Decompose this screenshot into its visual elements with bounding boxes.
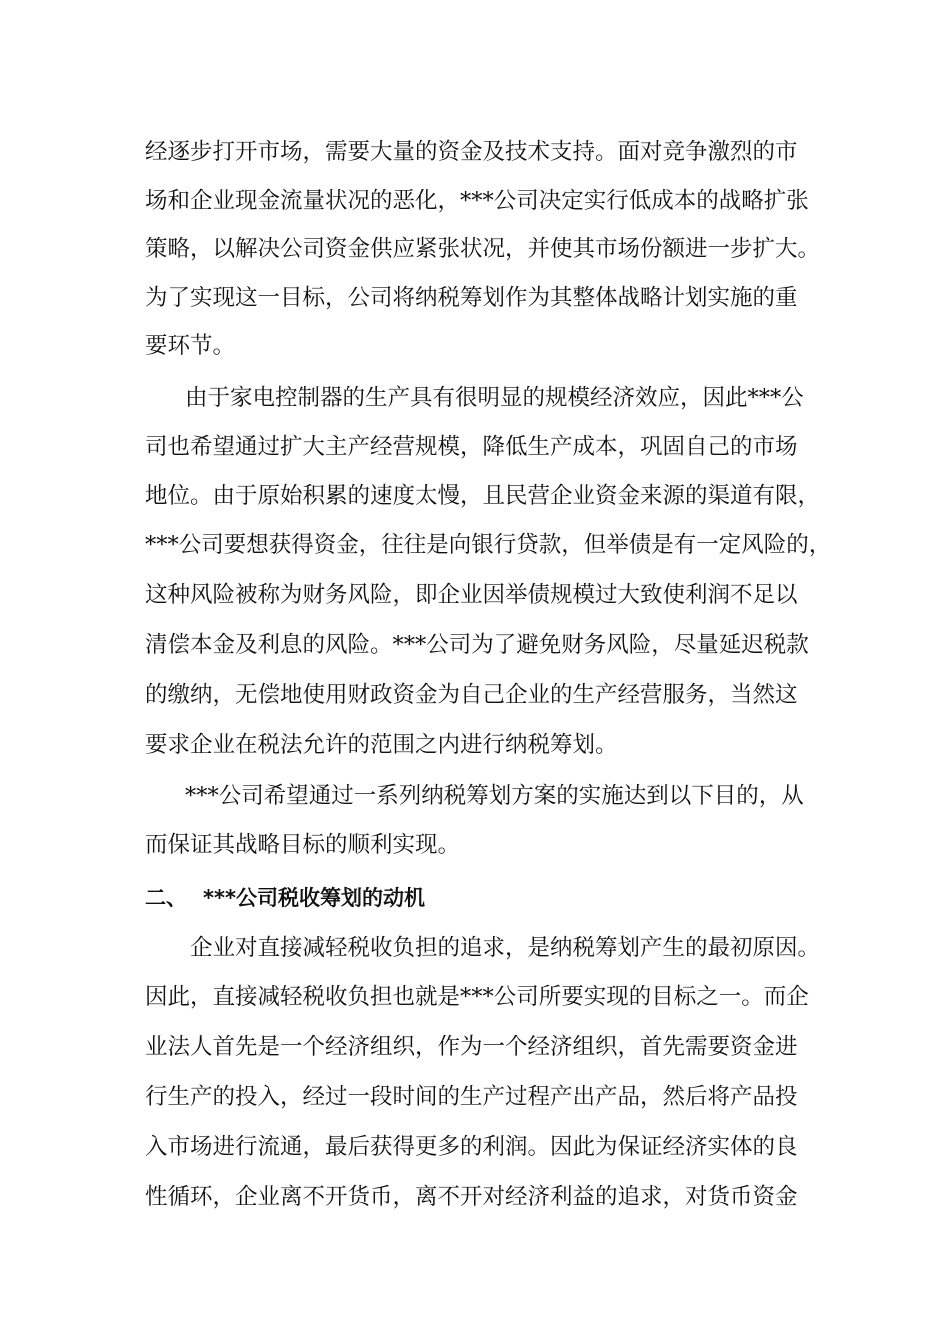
paragraph-2-line-4: ***公司要想获得资金，往往是向银行贷款，但举债是有一定风险的， xyxy=(145,532,832,558)
paragraph-4-line-5: 入市场进行流通，最后获得更多的利润。因此为保证经济实体的良 xyxy=(145,1134,798,1160)
paragraph-1-line-1: 经逐步打开市场，需要大量的资金及技术支持。面对竞争激烈的市 xyxy=(145,139,798,165)
paragraph-3-line-1: ***公司希望通过一系列纳税筹划方案的实施达到以下目的，从 xyxy=(185,783,804,809)
section-heading-title: ***公司税收筹划的动机 xyxy=(203,886,425,910)
paragraph-2-line-7: 的缴纳，无偿地使用财政资金为自己企业的生产经营服务，当然这 xyxy=(145,682,798,708)
paragraph-2-line-1: 由于家电控制器的生产具有很明显的规模经济效应，因此***公 xyxy=(185,385,804,411)
section-heading-number: 二、 xyxy=(145,886,187,910)
section-heading xyxy=(145,883,425,913)
paragraph-4-line-3: 业法人首先是一个经济组织，作为一个经济组织，首先需要资金进 xyxy=(145,1034,798,1060)
paragraph-1-line-4: 为了实现这一目标，公司将纳税筹划作为其整体战略计划实施的重 xyxy=(145,285,798,311)
paragraph-4-line-1: 企业对直接减轻税收负担的追求，是纳税筹划产生的最初原因。 xyxy=(190,935,821,961)
paragraph-2-line-3: 地位。由于原始积累的速度太慢，且民营企业资金来源的渠道有限， xyxy=(145,483,821,509)
paragraph-2-line-6: 清偿本金及利息的风险。***公司为了避免财务风险，尽量延迟税款 xyxy=(145,632,809,658)
paragraph-2-line-2: 司也希望通过扩大主产经营规模，降低生产成本，巩固自己的市场 xyxy=(145,434,798,460)
paragraph-4-line-6: 性循环，企业离不开货币，离不开对经济利益的追求，对货币资金 xyxy=(145,1184,798,1210)
paragraph-1-line-3: 策略，以解决公司资金供应紧张状况，并使其市场份额进一步扩大。 xyxy=(145,236,821,262)
paragraph-3-line-2: 而保证其战略目标的顺利实现。 xyxy=(145,832,461,858)
paragraph-4-line-4: 行生产的投入，经过一段时间的生产过程产出产品，然后将产品投 xyxy=(145,1084,798,1110)
paragraph-1-line-5: 要环节。 xyxy=(145,333,236,359)
paragraph-4-line-2: 因此，直接减轻税收负担也就是***公司所要实现的目标之一。而企 xyxy=(145,984,809,1010)
paragraph-2-line-5: 这种风险被称为财务风险，即企业因举债规模过大致使利润不足以 xyxy=(145,582,798,608)
paragraph-2-line-8: 要求企业在税法允许的范围之内进行纳税筹划。 xyxy=(145,732,618,758)
paragraph-1-line-2: 场和企业现金流量状况的恶化，***公司决定实行低成本的战略扩张 xyxy=(145,188,809,214)
